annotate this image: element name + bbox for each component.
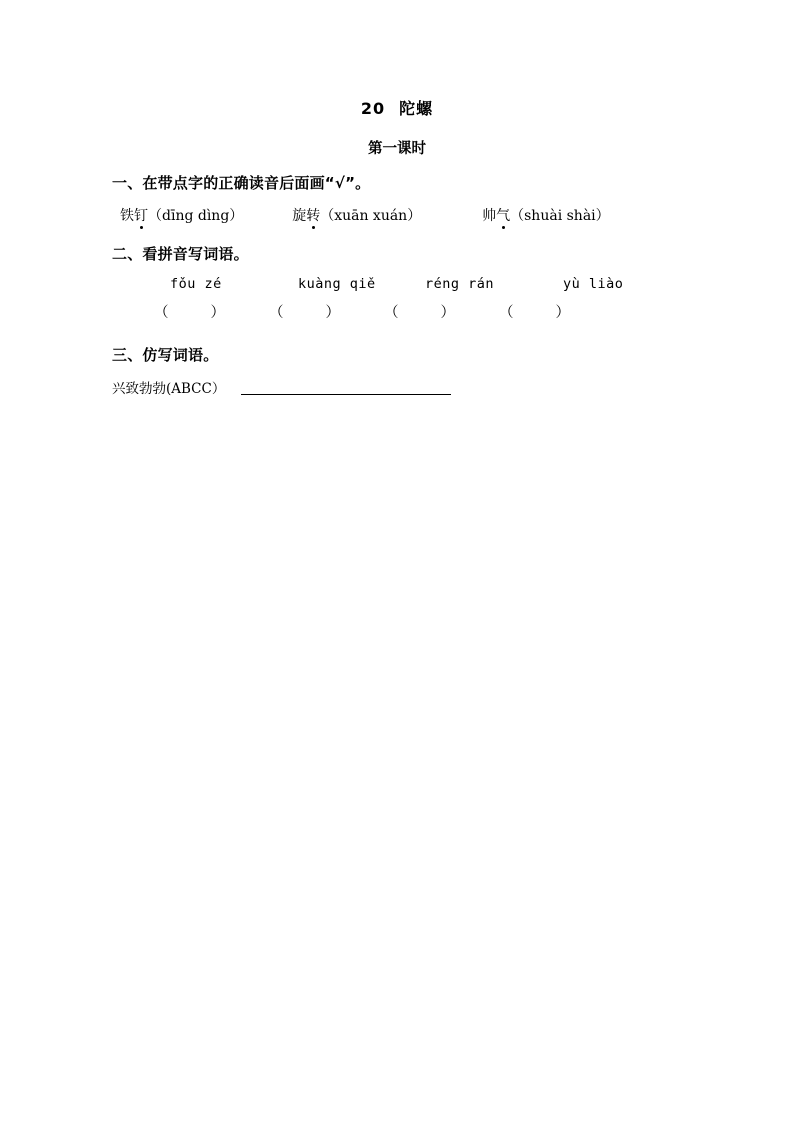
exercise-3-row	[112, 377, 682, 397]
exercise-2-heading: 二、看拼音写词语。	[112, 245, 249, 263]
q1-item-1-dotted-char: 钉	[134, 205, 148, 225]
q1-item-3-options[interactable]: （shuài shài）	[510, 208, 610, 224]
exercise-3-sample: 兴致勃勃(ABCC）	[112, 381, 226, 397]
pinyin-1: fǒu zé	[170, 276, 222, 292]
q1-item-2-options[interactable]: （xuān xuán）	[320, 208, 422, 224]
q1-item-1-options[interactable]: （dīng dìng）	[148, 208, 244, 224]
lesson-subtitle: 第一课时	[368, 141, 426, 157]
q1-item-1	[120, 208, 243, 224]
q1-item-3	[482, 208, 610, 224]
bracket-close: ）	[325, 305, 340, 321]
q1-item-2-prefix: 旋	[292, 208, 307, 224]
pinyin-3: réng rán	[425, 276, 495, 292]
answer-bracket-1[interactable]	[154, 301, 269, 322]
bracket-open: （	[384, 305, 399, 321]
answer-bracket-2[interactable]	[269, 301, 384, 322]
exercise-2-pinyin-row	[112, 276, 682, 292]
lesson-title: 陀螺	[399, 99, 434, 118]
answer-bracket-3[interactable]	[384, 301, 499, 322]
bracket-open: （	[499, 305, 514, 321]
q1-item-2	[292, 208, 421, 224]
exercise-2-answer-row	[112, 301, 682, 322]
exercise-3-answer-blank[interactable]	[241, 380, 451, 395]
bracket-open: （	[154, 305, 169, 321]
page-title	[112, 96, 682, 119]
bracket-close: ）	[440, 305, 455, 321]
exercise-1-heading: 一、在带点字的正确读音后面画“√”。	[112, 174, 371, 192]
bracket-close: ）	[210, 305, 225, 321]
exercise-3-heading: 三、仿写词语。	[112, 346, 219, 364]
q1-item-1-prefix: 铁	[120, 208, 134, 224]
worksheet-content	[112, 96, 682, 397]
pinyin-4: yù liào	[563, 276, 624, 292]
lesson-number: 20	[360, 99, 386, 118]
exercise-1-items	[112, 205, 682, 225]
q1-item-3-prefix: 帅	[482, 208, 497, 224]
q1-item-2-dotted-char: 转	[306, 205, 320, 225]
bracket-close: ）	[555, 305, 570, 321]
bracket-open: （	[269, 305, 284, 321]
answer-bracket-4[interactable]	[499, 301, 614, 322]
pinyin-2: kuàng qiě	[298, 276, 376, 292]
q1-item-3-dotted-char: 气	[496, 205, 510, 225]
